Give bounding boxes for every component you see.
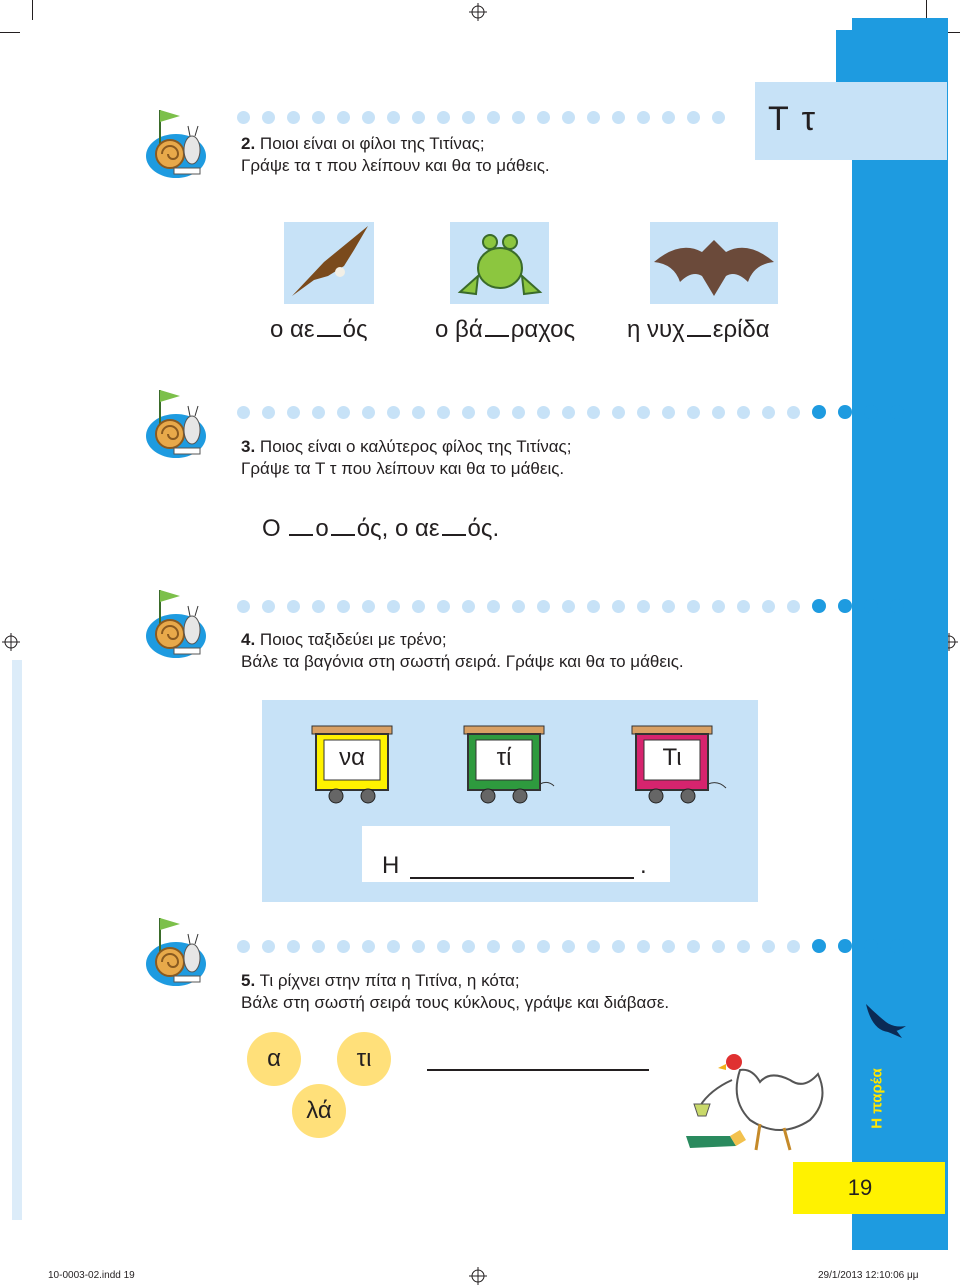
registration-mark-icon	[2, 633, 20, 651]
answer-blank[interactable]	[485, 334, 509, 337]
crop-mark	[32, 0, 33, 20]
frog-image	[450, 222, 549, 304]
question-4	[241, 629, 684, 673]
question-title: Ποιοι είναι οι φίλοι της Τιτίνας;	[259, 134, 485, 153]
word-part: ο αε	[270, 316, 315, 343]
answer-box	[362, 826, 670, 882]
dot-divider	[237, 599, 904, 613]
eagle-icon	[284, 222, 374, 304]
dot-divider	[237, 405, 904, 419]
question-instruction: Βάλε στη σωστή σειρά τους κύκλους, γράψε και διάβασε.	[241, 993, 670, 1012]
bat-icon	[650, 222, 778, 304]
footer-date: 29/1/2013 12:10:06 μμ	[818, 1270, 919, 1281]
word-part: η νυχ	[627, 316, 685, 343]
frog-icon	[450, 222, 549, 304]
word-bat	[627, 316, 770, 344]
word-part: ο	[315, 515, 329, 542]
snail-icon	[140, 384, 220, 464]
question-5	[241, 970, 669, 1014]
word-eagle	[270, 316, 368, 344]
side-label: Η παρέα	[868, 1068, 886, 1129]
word-part: ός, ο αε	[356, 515, 440, 542]
answer-prefix: Η	[382, 852, 400, 879]
question-instruction: Γράψε τα τ που λείπουν και θα το μάθεις.	[241, 156, 550, 175]
word-frog	[435, 316, 575, 344]
answer-blank[interactable]	[442, 533, 466, 536]
question-number: 5.	[241, 971, 256, 990]
wagon-label: να	[339, 744, 365, 771]
word-part: ερίδα	[712, 316, 770, 343]
question-instruction: Βάλε τα βαγόνια στη σωστή σειρά. Γράψε και θα το μάθεις.	[241, 652, 684, 671]
footer-file: 10-0003-02.indd 19	[48, 1270, 135, 1281]
question-title: Ποιος ταξιδεύει με τρένο;	[259, 630, 447, 649]
question-number: 3.	[241, 437, 256, 456]
letter-title: Τ τ	[768, 100, 818, 138]
question-2	[241, 133, 550, 177]
sentence-friends	[262, 515, 499, 543]
snail-icon	[140, 584, 220, 664]
eagle-image	[284, 222, 374, 304]
word-part: ός	[342, 316, 368, 343]
dot-divider	[237, 111, 725, 124]
question-3	[241, 436, 571, 480]
hen-icon	[680, 1050, 830, 1160]
side-band	[852, 18, 948, 1250]
left-margin-strip	[12, 660, 22, 1220]
snail-icon	[140, 912, 220, 992]
answer-line[interactable]	[427, 1068, 649, 1071]
answer-blank[interactable]	[317, 334, 341, 337]
answer-blank[interactable]	[687, 334, 711, 337]
answer-blank[interactable]	[331, 533, 355, 536]
swallow-icon	[862, 1000, 912, 1040]
syllable-circle[interactable]: α	[247, 1032, 301, 1086]
word-part: ραχος	[510, 316, 576, 343]
wagon-magenta[interactable]	[630, 724, 734, 808]
question-instruction: Γράψε τα Τ τ που λείπουν και θα το μάθεις.	[241, 459, 565, 478]
crop-mark	[0, 32, 20, 33]
bat-image	[650, 222, 778, 304]
word-part: Ο	[262, 515, 281, 542]
crop-mark	[926, 0, 927, 20]
answer-line[interactable]	[410, 876, 634, 879]
syllable-circle[interactable]: λά	[292, 1084, 346, 1138]
page-number: 19	[847, 1175, 873, 1200]
wagon-label: τί	[496, 744, 512, 771]
answer-suffix: .	[640, 852, 647, 879]
word-part: ο βά	[435, 316, 483, 343]
question-title: Ποιος είναι ο καλύτερος φίλος της Τιτίνας;	[259, 437, 572, 456]
question-number: 4.	[241, 630, 256, 649]
wagon-yellow[interactable]	[310, 724, 394, 808]
question-title: Τι ρίχνει στην πίτα η Τιτίνα, η κότα;	[259, 971, 520, 990]
snail-icon	[140, 104, 220, 184]
dot-divider	[237, 939, 904, 953]
registration-mark-icon	[469, 1267, 487, 1285]
question-number: 2.	[241, 134, 256, 153]
answer-blank[interactable]	[289, 533, 313, 536]
registration-mark-icon	[469, 3, 487, 21]
word-part: ός.	[467, 515, 500, 542]
syllable-circle[interactable]: τι	[337, 1032, 391, 1086]
wagon-green[interactable]	[462, 724, 558, 808]
wagon-label: Τι	[662, 744, 682, 771]
